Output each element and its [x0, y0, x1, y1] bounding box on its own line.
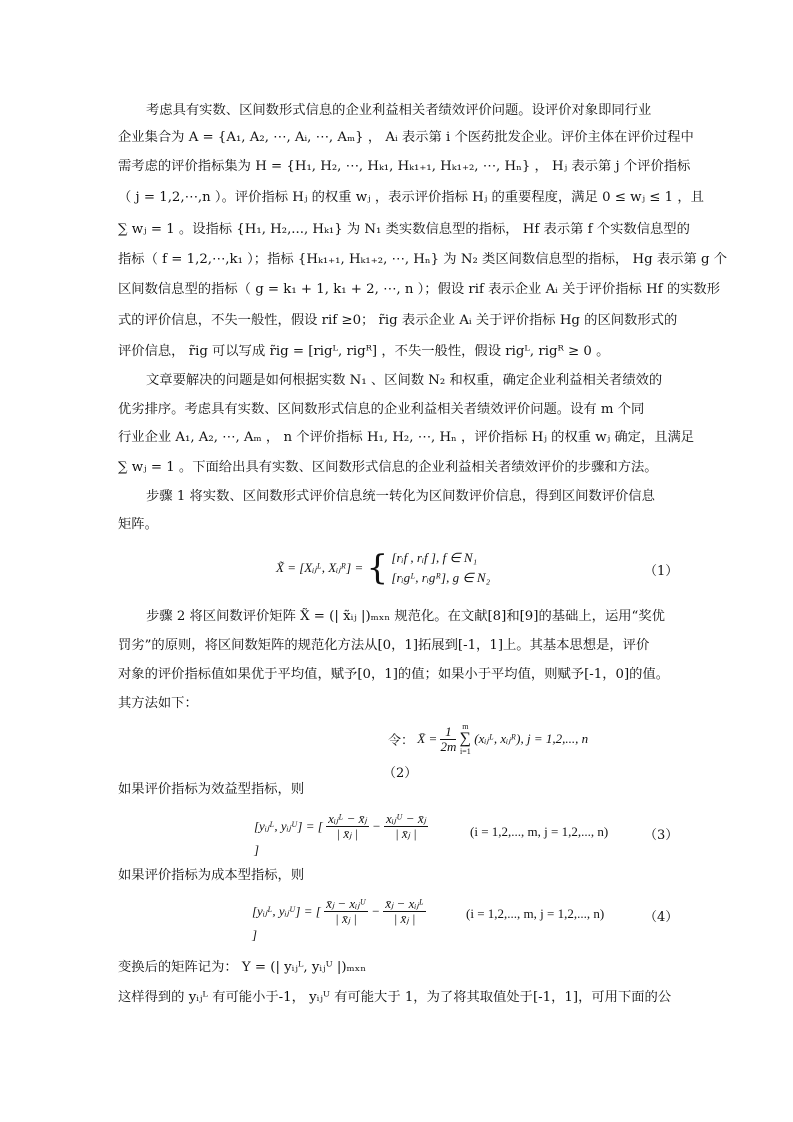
- eq4-num-2: x̄ⱼ − xᵢⱼᴸ: [385, 896, 424, 911]
- eq1-cases: [391, 548, 490, 588]
- eq1-case-1: [rᵢf , rᵢf ], f ∈ N₁: [391, 550, 478, 565]
- eq3-sep: −: [371, 818, 381, 834]
- eq4-frac-2: [383, 897, 426, 926]
- last-line: 这样得到的 yᵢⱼᴸ 有可能小于-1， yᵢⱼᵁ 有可能大于 1，为了将其取值处于[-1，1]，可用下面的公: [118, 990, 672, 1005]
- benefit-text: 如果评价指标为效益型指标，则: [118, 782, 305, 797]
- eq3-frac-1: [326, 812, 369, 841]
- step2-line-4: 其方法如下：: [118, 696, 198, 711]
- eq4-lhs: [yᵢⱼᴸ, yᵢⱼᵁ] = [: [252, 903, 321, 919]
- p1-line-6: 指标（ f = 1,2,⋯,k₁ ）；指标 {Hₖ₁₊₁, Hₖ₁₊₂, ⋯, Hₙ} 为 N₂ 类区间数信息型的指标， Hg 表示第 g 个: [118, 252, 728, 267]
- eq3-condition: (i = 1,2,..., m, j = 1,2,..., n): [470, 824, 609, 839]
- eq4-frac-1: [324, 897, 368, 926]
- eq1-brace: {: [366, 548, 389, 588]
- p1-line-8: 式的评价信息，不失一般性，假设 rif ≥0； r̃ig 表示企业 Aᵢ 关于评价指标 Hg 的区间数形式的: [118, 313, 678, 328]
- p1-line-2: 企业集合为 A = {A₁, A₂, ⋯, Aᵢ, ⋯, Aₘ} ， Aᵢ 表示第 i 个医药批发企业。评价主体在评价过程中: [118, 130, 694, 145]
- eq1-number: （1）: [644, 564, 679, 579]
- step2-line-2: 罚劣”的原则，将区间数矩阵的规范化方法从[0，1]拓展到[-1，1]上。其基本思想是，评价: [118, 638, 650, 653]
- p2-line-2: 优劣排序。考虑具有实数、区间数形式信息的企业利益相关者绩效评价问题。设有 m 个同: [118, 402, 645, 417]
- eq1-case-2: [rᵢgᴸ, rᵢgᴿ], g ∈ N₂: [391, 570, 491, 585]
- p1-line-5: ∑ wⱼ = 1 。设指标 {H₁, H₂,..., Hₖ₁} 为 N₁ 类实数信息型的指标， Hf 表示第 f 个实数信息型的: [118, 222, 690, 237]
- eq3-den-1: | x̄ⱼ |: [336, 826, 359, 841]
- eq4-num-1: x̄ⱼ − xᵢⱼᵁ: [326, 896, 366, 911]
- matrix-text: 变换后的矩阵记为： Y = (| yᵢⱼᴸ, yᵢⱼᵁ |)ₘₓₙ: [118, 960, 367, 975]
- p1-line-3: 需考虑的评价指标集为 H = {H₁, H₂, ⋯, Hₖ₁, Hₖ₁₊₁, Hₖ₁₊₂, ⋯, Hₙ} ， Hⱼ 表示第 j 个评价指标: [118, 159, 691, 174]
- eq2-rhs: (xᵢⱼᴸ, xᵢⱼᴿ), j = 1,2,..., n: [474, 731, 589, 746]
- eq2-sum-symbol: ∑: [459, 730, 472, 747]
- eq2-lhs: X̄ =: [417, 731, 438, 746]
- equation-4: [252, 896, 432, 943]
- eq3-num-1: xᵢⱼᴸ − x̄ⱼ: [328, 811, 367, 826]
- eq4-condition: (i = 1,2,..., m, j = 1,2,..., n): [466, 906, 605, 921]
- eq2-summation: [460, 722, 471, 756]
- eq1-lhs: X̃ = [Xᵢⱼᴸ, Xᵢⱼᴿ] =: [276, 560, 364, 575]
- eq2-sum-top: m: [462, 722, 469, 731]
- eq2-prefix: 令：: [388, 733, 415, 749]
- p1-line-7: 区间数信息型的指标（ g = k₁ + 1, k₁ + 2, ⋯, n ）；假设 rif 表示企业 Aᵢ 关于评价指标 Hf 的实数形: [118, 282, 721, 297]
- equation-3: [254, 811, 434, 858]
- eq4-den-2: | x̄ⱼ |: [393, 911, 416, 926]
- eq4-close: ]: [252, 927, 258, 943]
- eq3-num-2: xᵢⱼᵁ − x̄ⱼ: [385, 811, 426, 826]
- eq2-fraction: [440, 725, 456, 754]
- step1-line-2: 矩阵。: [118, 517, 158, 532]
- eq2-sum-bottom: i=1: [459, 747, 471, 756]
- eq3-lhs: [yᵢⱼᴸ, yᵢⱼᵁ] = [: [254, 818, 323, 834]
- p2-line-3: 行业企业 A₁, A₂, ⋯, Aₘ ， n 个评价指标 H₁, H₂, ⋯, Hₙ ，评价指标 Hⱼ 的权重 wⱼ 确定，且满足: [118, 430, 695, 445]
- eq3-den-2: | x̄ⱼ |: [395, 826, 417, 841]
- equation-1: [276, 548, 516, 594]
- eq3-frac-2: [384, 812, 428, 841]
- step1-line-1: 步骤 1 将实数、区间数形式评价信息统一转化为区间数评价信息，得到区间数评价信息: [146, 489, 655, 504]
- equation-2: [388, 722, 688, 758]
- eq4-sep: −: [371, 903, 381, 919]
- cost-text: 如果评价指标为成本型指标，则: [118, 868, 305, 883]
- eq3-close: ]: [254, 842, 260, 858]
- p2-line-1: 文章要解决的问题是如何根据实数 N₁ 、区间数 N₂ 和权重，确定企业利益相关者绩效的: [146, 373, 663, 388]
- eq2-number: （2）: [383, 766, 418, 781]
- eq4-number: （4）: [644, 910, 679, 925]
- eq3-number: （3）: [644, 828, 679, 843]
- p1-line-9: 评价信息， r̃ig 可以写成 r̃ig = [rigᴸ, rigᴿ] ，不失一般性，假设 rigᴸ, rigᴿ ≥ 0 。: [118, 344, 610, 359]
- eq2-frac-den: 2m: [440, 738, 457, 754]
- p2-line-4: ∑ wⱼ = 1 。下面给出具有实数、区间数形式信息的企业利益相关者绩效评价的步骤和方法。: [118, 460, 658, 475]
- eq2-frac-num: 1: [440, 725, 456, 740]
- p1-line-1: 考虑具有实数、区间数形式信息的企业利益相关者绩效评价问题。设评价对象即同行业: [146, 103, 652, 118]
- step2-line-3: 对象的评价指标值如果优于平均值，赋予[0，1]的值；如果小于平均值，则赋予[-1，0]的值。: [118, 667, 670, 682]
- step2-line-1: 步骤 2 将区间数评价矩阵 X̃ = (| x̃ᵢⱼ |)ₘₓₙ 规范化。在文献[8]和[9]的基础上，运用“奖优: [146, 609, 665, 624]
- p1-line-4: （ j = 1,2,⋯,n ）。评价指标 Hⱼ 的权重 wⱼ ，表示评价指标 Hⱼ 的重要程度，满足 0 ≤ wⱼ ≤ 1 ，且: [118, 190, 704, 205]
- eq4-den-1: | x̄ⱼ |: [335, 911, 357, 926]
